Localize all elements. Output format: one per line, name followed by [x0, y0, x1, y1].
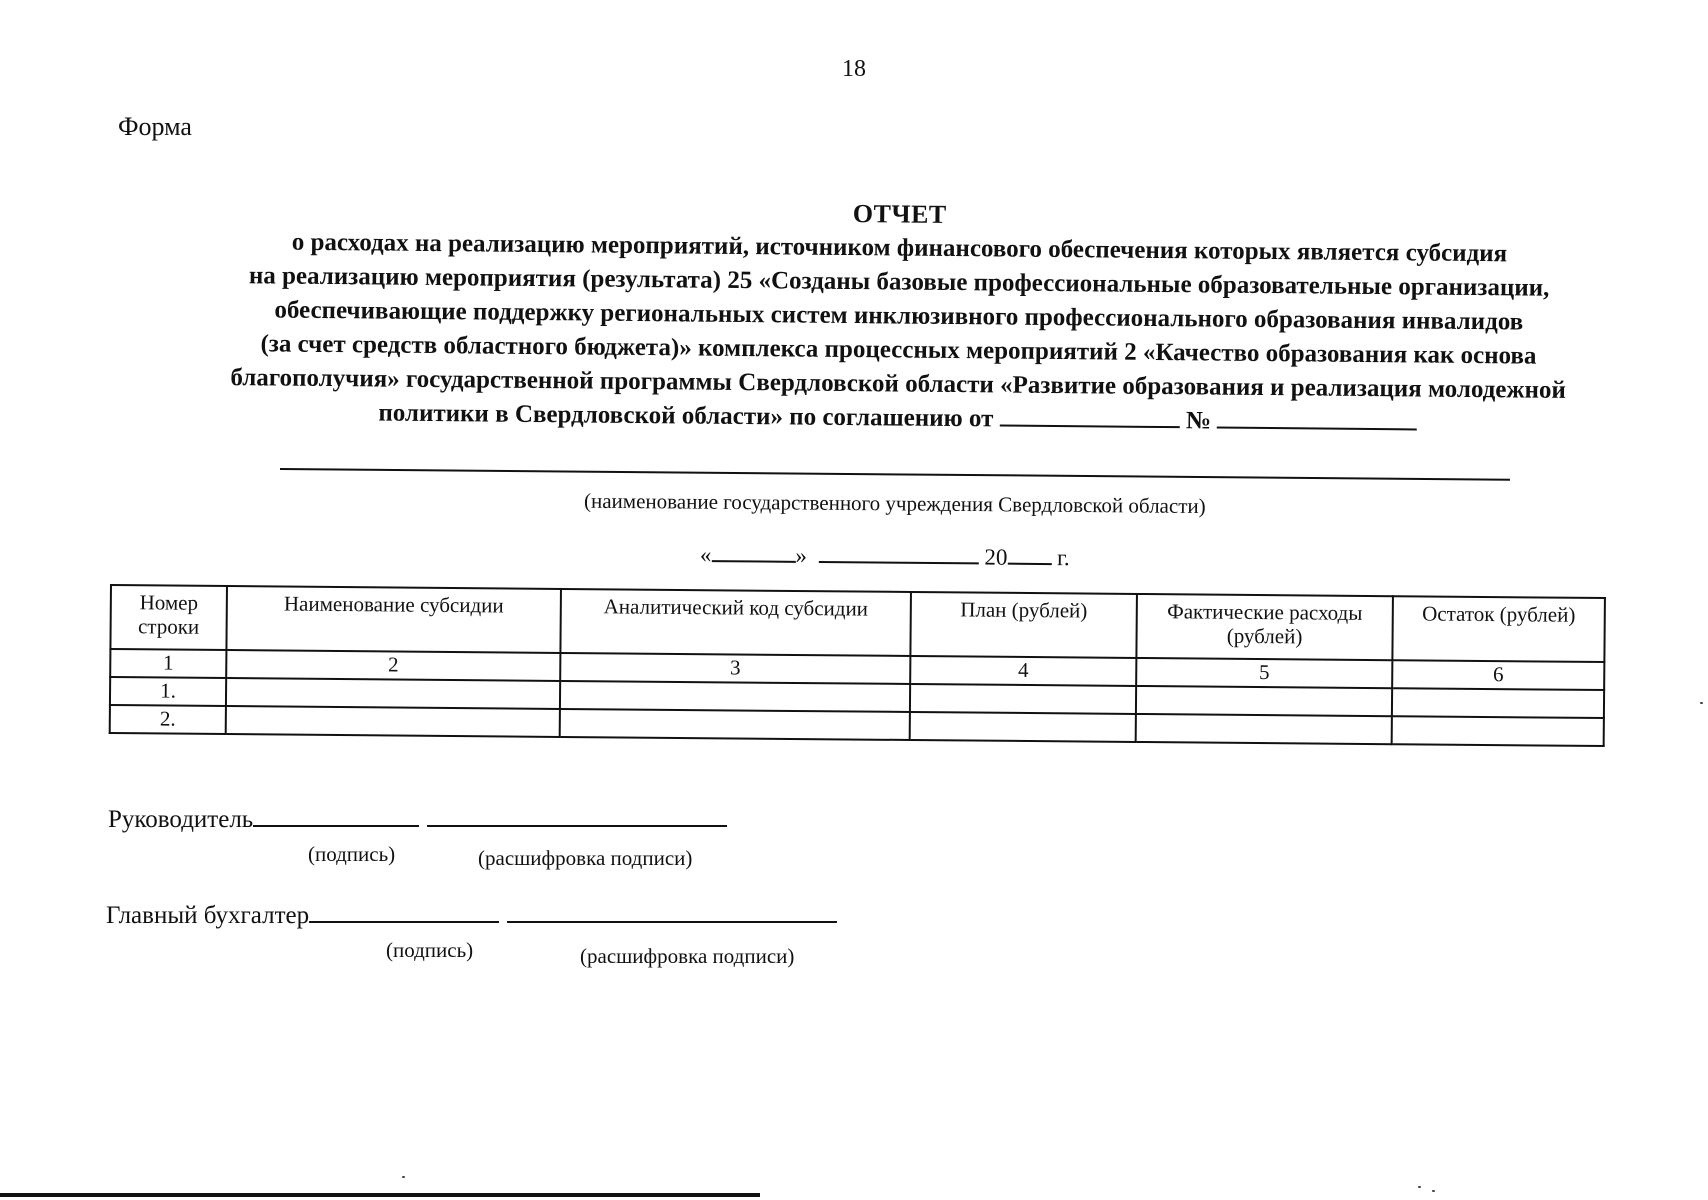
- header-analytic-code: Аналитический код субсидии: [560, 589, 911, 656]
- column-number: 3: [560, 653, 910, 684]
- form-label: Форма: [118, 112, 192, 141]
- analytic-code-cell[interactable]: [560, 709, 910, 740]
- scan-edge-rule: [0, 1193, 760, 1197]
- page-number: 18: [842, 56, 866, 82]
- column-number: 5: [1136, 658, 1392, 688]
- column-number: 2: [226, 650, 560, 681]
- head-signature-field[interactable]: [253, 824, 419, 827]
- report-title-block: [118, 190, 1680, 443]
- title-line-3: обеспечивающие поддержку региональных систем инклюзивного профессионального образования инвалидов: [274, 296, 1524, 336]
- accountant-decoding-caption: (расшифровка подписи): [580, 944, 795, 968]
- title-line-5: благополучия» государственной программы Свердловской области «Развитие образования и реализация молодежной: [230, 364, 1567, 404]
- date-open-quote: «: [699, 542, 712, 568]
- title-line-4: (за счет средств областного бюджета)» комплекса процессных мероприятий 2 «Качество образования как основа: [260, 330, 1537, 370]
- plan-cell[interactable]: [910, 712, 1136, 742]
- accountant-signature-caption: (подпись): [386, 938, 474, 962]
- actual-expenses-cell[interactable]: [1136, 714, 1392, 744]
- head-signature-caption: (подпись): [308, 842, 396, 866]
- organization-caption: (наименование государственного учреждения Свердловской области): [583, 488, 1206, 519]
- row-number-cell: 1.: [110, 677, 226, 706]
- scan-speck: [1432, 1190, 1435, 1192]
- head-label: Руководитель: [108, 806, 254, 833]
- organization-name-field[interactable]: [280, 468, 1510, 481]
- header-actual-expenses: Фактические расходы (рублей): [1136, 594, 1393, 660]
- date-month-field[interactable]: [819, 560, 979, 564]
- expense-report-table: [109, 584, 1606, 747]
- accountant-decoding-field[interactable]: [507, 920, 837, 923]
- head-decoding-caption: (расшифровка подписи): [478, 846, 693, 870]
- subsidy-name-cell[interactable]: [226, 678, 560, 709]
- actual-expenses-cell[interactable]: [1136, 686, 1392, 716]
- title-line-2: на реализацию мероприятия (результата) 25 «Созданы базовые профессиональные образовательные организации,: [248, 262, 1550, 302]
- report-date: [700, 542, 1160, 572]
- title-line-6-text: политики в Свердловской области» по соглашению от: [378, 399, 994, 433]
- agreement-number-field[interactable]: [1217, 426, 1417, 431]
- header-row-number: Номер строки: [110, 585, 227, 650]
- date-close-quote: »: [795, 542, 807, 568]
- scan-speck: [1418, 1186, 1421, 1188]
- accountant-signature-row: [106, 902, 837, 930]
- accountant-signature-field[interactable]: [309, 920, 499, 923]
- header-remainder: Остаток (рублей): [1392, 596, 1605, 662]
- remainder-cell[interactable]: [1392, 716, 1604, 746]
- report-heading: ОТЧЕТ: [852, 199, 947, 229]
- row-number-cell: 2.: [110, 705, 226, 734]
- title-line-1: о расходах на реализацию мероприятий, источником финансового обеспечения которых является субсидия: [291, 228, 1508, 268]
- plan-cell[interactable]: [910, 684, 1136, 714]
- column-number: 6: [1392, 660, 1604, 690]
- remainder-cell[interactable]: [1392, 688, 1604, 718]
- date-year-prefix: 20: [984, 544, 1008, 570]
- date-year-suffix: г.: [1057, 545, 1070, 571]
- subsidy-name-cell[interactable]: [226, 706, 560, 737]
- scan-speck: [402, 1176, 405, 1178]
- analytic-code-cell[interactable]: [560, 681, 910, 712]
- head-signature-row: [108, 806, 727, 834]
- header-plan: План (рублей): [910, 592, 1137, 658]
- accountant-label: Главный бухгалтер: [106, 902, 310, 929]
- date-year-field[interactable]: [1007, 562, 1051, 565]
- agreement-date-field[interactable]: [1000, 423, 1180, 428]
- scan-speck: [1700, 702, 1703, 704]
- column-number: 1: [110, 649, 226, 678]
- number-sign: №: [1185, 407, 1212, 435]
- column-number: 4: [910, 656, 1136, 686]
- header-subsidy-name: Наименование субсидии: [226, 586, 561, 653]
- head-decoding-field[interactable]: [427, 824, 727, 827]
- date-day-field[interactable]: [711, 559, 795, 563]
